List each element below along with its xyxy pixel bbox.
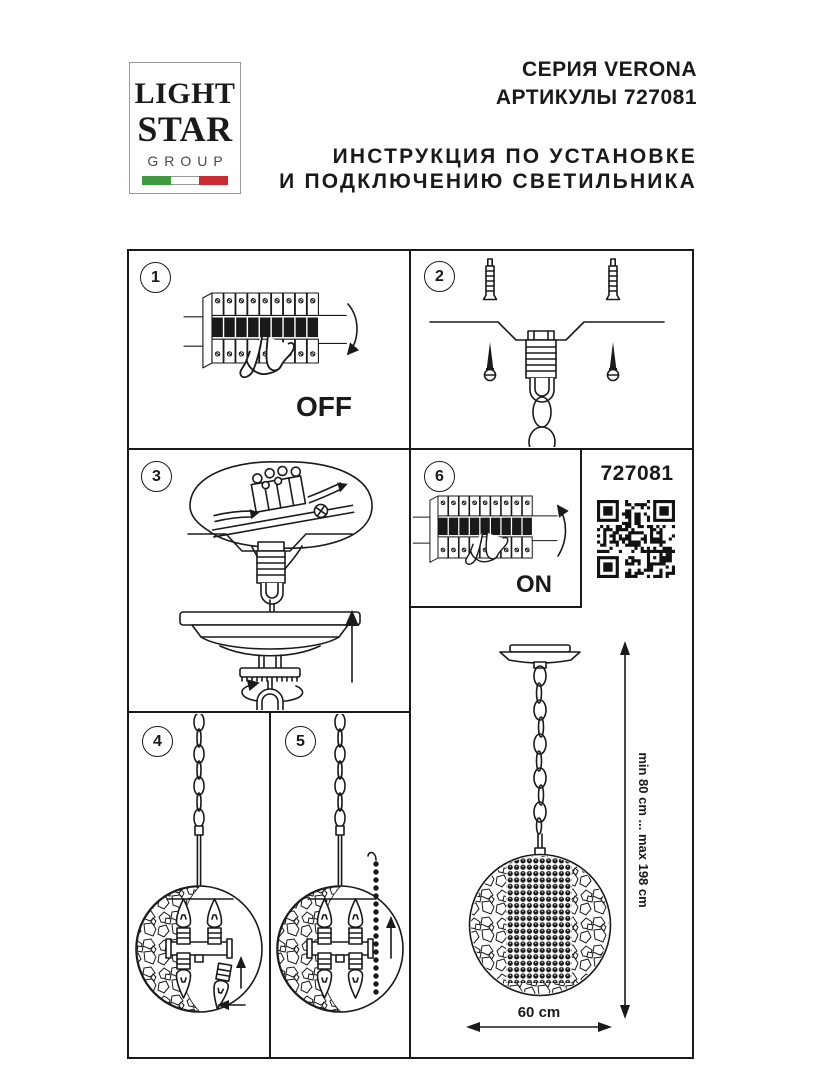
instruction-title-line2: И ПОДКЛЮЧЕНИЮ СВЕТИЛЬНИКА (279, 170, 697, 193)
logo-line-star: STAR (137, 109, 233, 149)
hook-loop (530, 378, 554, 402)
canopy (180, 612, 360, 625)
ceiling-canopy (500, 645, 580, 668)
wall-anchor-icon (607, 259, 620, 300)
hook-loop (261, 583, 283, 604)
diameter-dimension (466, 1004, 612, 1032)
step-number-1 (140, 262, 171, 293)
logo-line-group: GROUP (147, 153, 229, 169)
step2-number-text: 2 (435, 267, 444, 285)
flag-white (171, 176, 200, 185)
bead-columns-texture (506, 857, 572, 983)
diameter-label: 60 cm (517, 1004, 561, 1021)
step2-mounting-hardware-drawing (414, 254, 682, 447)
off-label: OFF (296, 391, 352, 422)
height-dimension (620, 641, 651, 1019)
step1-breaker-off-drawing (150, 268, 400, 440)
step4-insert-bulbs-drawing (129, 714, 268, 1058)
italian-flag-icon (142, 176, 228, 185)
lightstar-logo (129, 62, 241, 194)
flag-green (142, 176, 171, 185)
series-title: СЕРИЯ VERONA (521, 58, 697, 81)
flag-red (199, 176, 228, 185)
step4-number-text: 4 (153, 732, 162, 750)
step3-wiring-canopy-drawing (130, 454, 408, 710)
switch-up-arrow-icon (558, 506, 566, 556)
step-number-2 (424, 261, 455, 292)
step-number-3 (141, 461, 172, 492)
screw-icon (485, 342, 496, 381)
wall-anchor-icon (484, 259, 497, 300)
grid-vertical-divider-45 (269, 711, 271, 1059)
on-label: ON (516, 571, 552, 598)
crystal-sphere-shade (467, 852, 613, 1000)
article-number: 727081 (600, 462, 674, 485)
toothed-nut (240, 668, 300, 677)
step3-number-text: 3 (152, 467, 161, 485)
step6-number-text: 6 (435, 467, 444, 485)
hanging-chain (335, 714, 345, 827)
chandelier-dimensions-drawing (411, 608, 694, 1058)
height-range-label: min 80 cm ... max 198 cm (636, 752, 651, 908)
instruction-title-line1: ИНСТРУКЦИЯ ПО УСТАНОВКЕ (332, 145, 697, 168)
chain-end-loop (257, 689, 283, 710)
step-number-6 (424, 461, 455, 492)
hanging-chain (534, 666, 546, 834)
switch-down-arrow-icon (348, 304, 357, 354)
step5-bead-strand-drawing (272, 714, 409, 1058)
chain-link (529, 427, 555, 447)
step5-number-text: 5 (296, 732, 305, 750)
qr-code (597, 500, 675, 578)
step-number-5 (285, 726, 316, 757)
step-number-4 (142, 726, 173, 757)
step1-number-text: 1 (151, 268, 160, 286)
article-title: АРТИКУЛЫ 727081 (495, 86, 697, 109)
hanging-chain (194, 714, 204, 827)
screw-icon (608, 342, 619, 381)
logo-line-light: LIGHT (134, 77, 236, 110)
threaded-nipple (257, 551, 285, 583)
header (279, 56, 697, 194)
